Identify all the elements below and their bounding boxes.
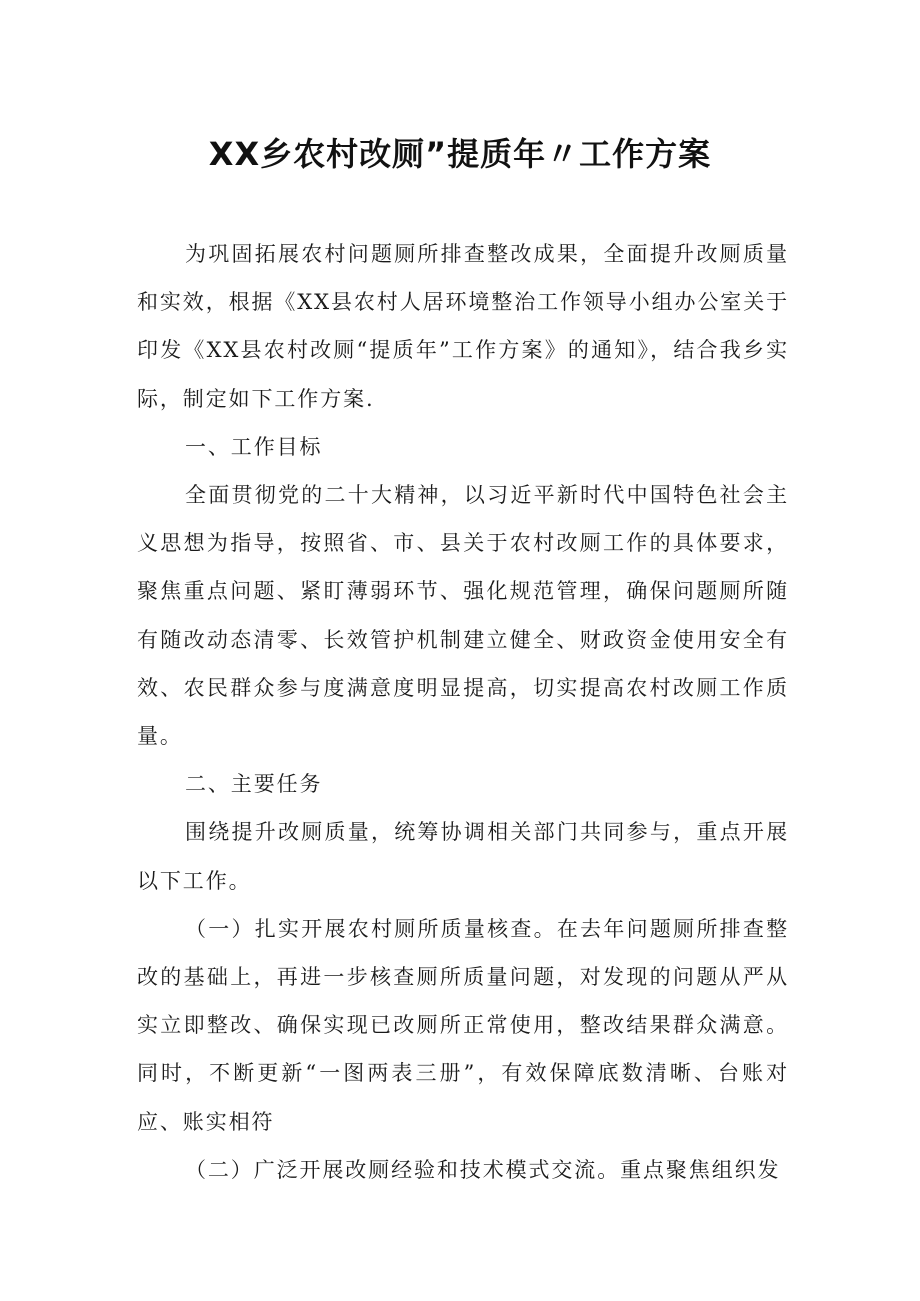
tasks-intro-paragraph: 围绕提升改厕质量，统筹协调相关部门共同参与，重点开展以下工作。 [137,820,789,893]
intro-paragraph: 为巩固拓展农村问题厕所排查整改成果，全面提升改厕质量和实效，根据《XX县农村人居环境整治工作领导小组办公室关于印发《XX县农村改厕“提质年”工作方案》的通知》，结合我乡实际，制定如下工作方案. [137,242,789,411]
document-body [137,230,789,1194]
task-item-2: （二）广泛开展改厕经验和技术模式交流。重点聚焦组织发 [185,1157,781,1182]
section-heading-goals: 一、工作目标 [185,434,323,459]
section-heading-tasks: 二、主要任务 [185,772,323,797]
task-item-1: （一）扎实开展农村厕所质量核查。在去年问题厕所排查整改的基础上，再进一步核查厕所质量问题，对发现的问题从严从实立即整改、确保实现已改厕所正常使用，整改结果群众满意。同时，不断更新“一图两表三册”，有效保障底数清晰、台账对应、账实相符 [137,916,789,1134]
goals-paragraph: 全面贯彻党的二十大精神，以习近平新时代中国特色社会主义思想为指导，按照省、市、县关于农村改厕工作的具体要求，聚焦重点问题、紧盯薄弱环节、强化规范管理，确保问题厕所随有随改动态清零、长效管护机制建立健全、财政资金使用安全有效、农民群众参与度满意度明显提高，切实提高农村改厕工作质量。 [137,483,789,749]
document-title: XX乡农村改厕”提质年〃工作方案 [208,135,712,173]
